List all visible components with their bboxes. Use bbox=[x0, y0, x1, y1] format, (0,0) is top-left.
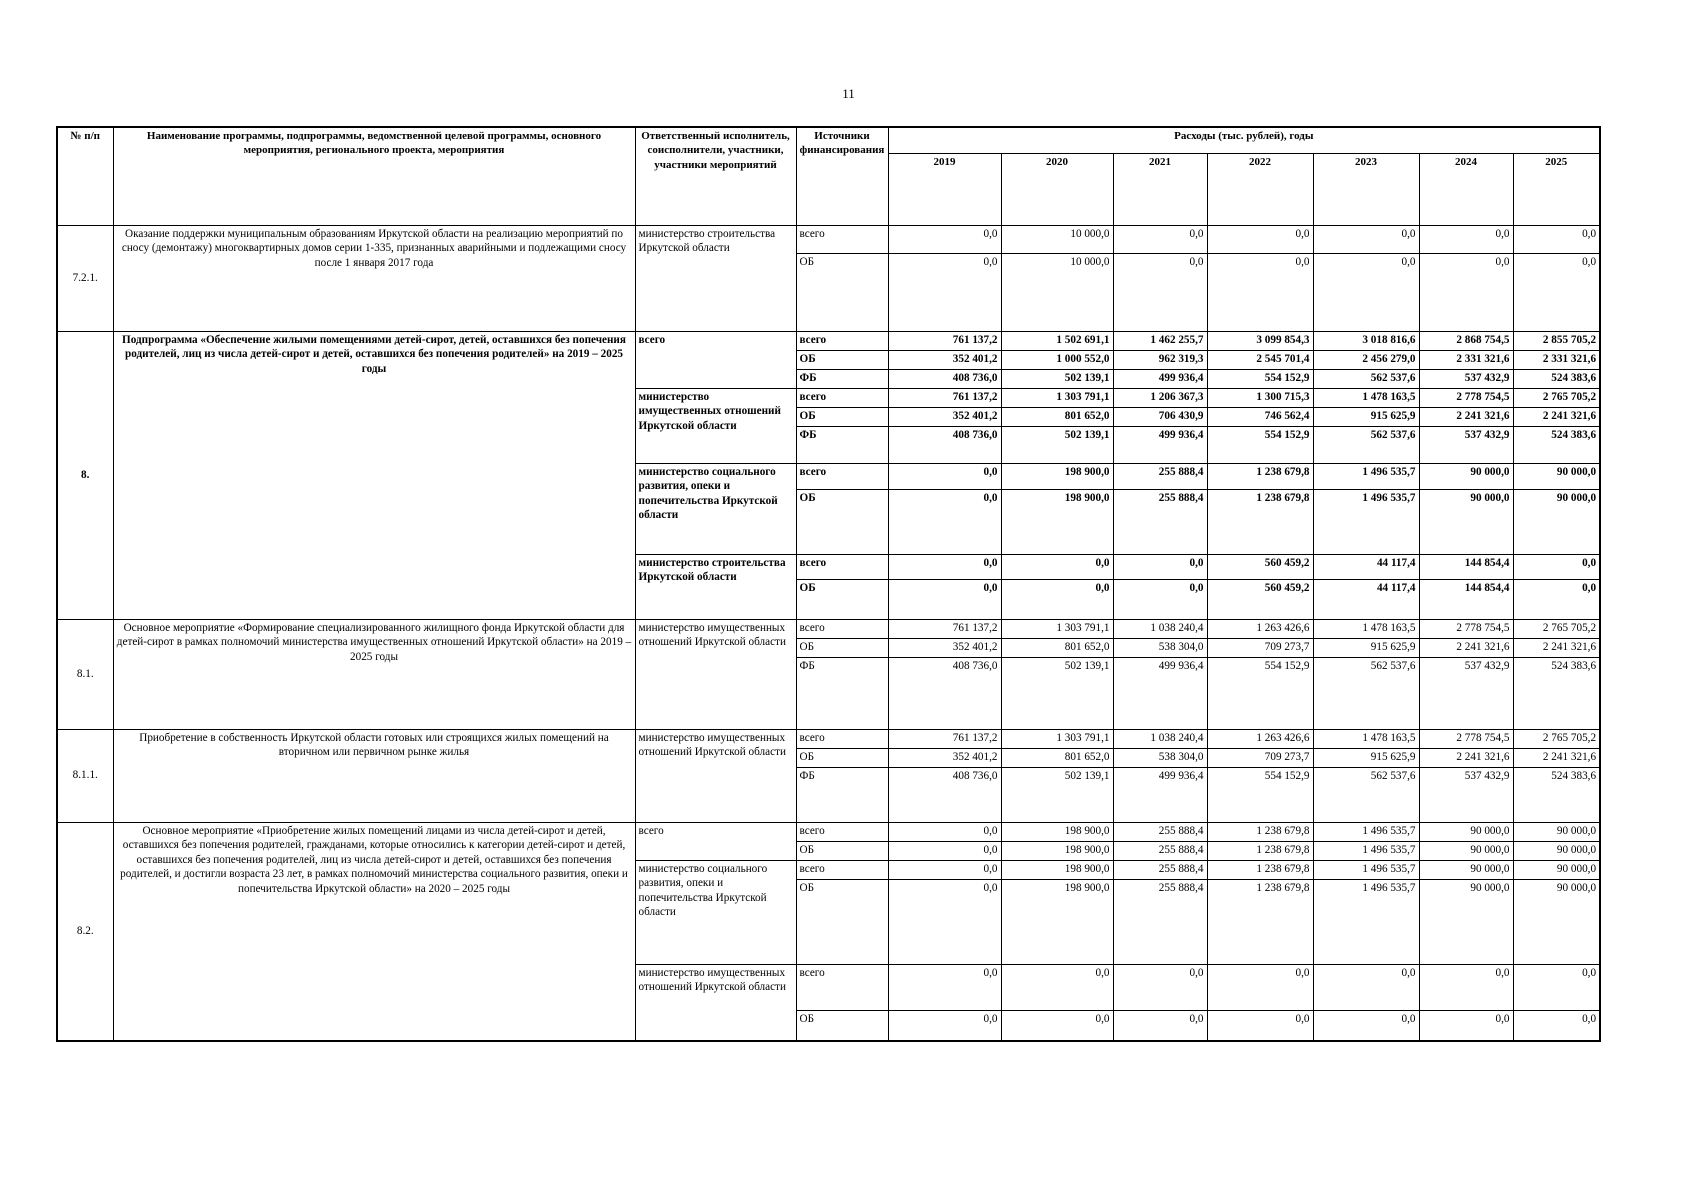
row-number: 8. bbox=[57, 331, 113, 619]
value-cell: 554 152,9 bbox=[1207, 657, 1313, 729]
value-cell: 2 778 754,5 bbox=[1419, 388, 1513, 407]
source-cell: ФБ bbox=[796, 767, 888, 822]
value-cell: 1 496 535,7 bbox=[1313, 489, 1419, 554]
value-cell: 562 537,6 bbox=[1313, 426, 1419, 463]
value-cell: 1 496 535,7 bbox=[1313, 463, 1419, 489]
value-cell: 709 273,7 bbox=[1207, 638, 1313, 657]
value-cell: 0,0 bbox=[1513, 225, 1600, 253]
value-cell: 0,0 bbox=[888, 964, 1001, 1010]
value-cell: 1 462 255,7 bbox=[1113, 331, 1207, 350]
source-cell: ОБ bbox=[796, 879, 888, 964]
source-cell: ФБ bbox=[796, 657, 888, 729]
source-cell: всего bbox=[796, 463, 888, 489]
value-cell: 255 888,4 bbox=[1113, 841, 1207, 860]
table-header bbox=[57, 127, 1600, 225]
value-cell: 761 137,2 bbox=[888, 388, 1001, 407]
value-cell: 0,0 bbox=[1207, 225, 1313, 253]
source-cell: ОБ bbox=[796, 841, 888, 860]
value-cell: 90 000,0 bbox=[1513, 841, 1600, 860]
value-cell: 0,0 bbox=[888, 879, 1001, 964]
value-cell: 90 000,0 bbox=[1513, 860, 1600, 879]
header-name: Наименование программы, подпрограммы, ведомственной целевой программы, основного мероприятия, регионального проекта, мероприятия bbox=[113, 127, 635, 225]
source-cell: всего bbox=[796, 225, 888, 253]
value-cell: 3 099 854,3 bbox=[1207, 331, 1313, 350]
value-cell: 502 139,1 bbox=[1001, 426, 1113, 463]
value-cell: 0,0 bbox=[1001, 1010, 1113, 1041]
source-cell: ОБ bbox=[796, 579, 888, 619]
value-cell: 1 303 791,1 bbox=[1001, 619, 1113, 638]
value-cell: 1 038 240,4 bbox=[1113, 729, 1207, 748]
source-cell: всего bbox=[796, 860, 888, 879]
source-cell: всего bbox=[796, 331, 888, 350]
source-cell: всего bbox=[796, 964, 888, 1010]
value-cell: 0,0 bbox=[1113, 554, 1207, 579]
value-cell: 0,0 bbox=[1313, 1010, 1419, 1041]
value-cell: 255 888,4 bbox=[1113, 879, 1207, 964]
source-cell: всего bbox=[796, 388, 888, 407]
value-cell: 0,0 bbox=[1113, 253, 1207, 331]
value-cell: 537 432,9 bbox=[1419, 369, 1513, 388]
table-row bbox=[57, 331, 1600, 350]
value-cell: 746 562,4 bbox=[1207, 407, 1313, 426]
value-cell: 1 478 163,5 bbox=[1313, 619, 1419, 638]
row-name: Оказание поддержки муниципальным образованиям Иркутской области на реализацию мероприятий по сносу (демонтажу) многоквартирных домов серии 1-335, признанных аварийными и подлежащими сносу после 1 января 2017 года bbox=[113, 225, 635, 331]
value-cell: 761 137,2 bbox=[888, 331, 1001, 350]
value-cell: 2 241 321,6 bbox=[1513, 748, 1600, 767]
value-cell: 537 432,9 bbox=[1419, 657, 1513, 729]
value-cell: 0,0 bbox=[1419, 1010, 1513, 1041]
value-cell: 2 456 279,0 bbox=[1313, 350, 1419, 369]
value-cell: 0,0 bbox=[888, 489, 1001, 554]
value-cell: 0,0 bbox=[888, 860, 1001, 879]
value-cell: 560 459,2 bbox=[1207, 579, 1313, 619]
value-cell: 1 502 691,1 bbox=[1001, 331, 1113, 350]
value-cell: 1 300 715,3 bbox=[1207, 388, 1313, 407]
source-cell: всего bbox=[796, 822, 888, 841]
source-cell: всего bbox=[796, 619, 888, 638]
value-cell: 198 900,0 bbox=[1001, 841, 1113, 860]
source-cell: ОБ bbox=[796, 748, 888, 767]
value-cell: 0,0 bbox=[888, 1010, 1001, 1041]
row-name: Основное мероприятие «Формирование специализированного жилищного фонда Иркутской области для детей-сирот в рамках полномочий министерства имущественных отношений Иркутской области» на 2019 – 2025 годы bbox=[113, 619, 635, 729]
value-cell: 0,0 bbox=[1113, 579, 1207, 619]
value-cell: 0,0 bbox=[1419, 253, 1513, 331]
value-cell: 90 000,0 bbox=[1419, 463, 1513, 489]
value-cell: 198 900,0 bbox=[1001, 860, 1113, 879]
source-cell: ОБ bbox=[796, 489, 888, 554]
value-cell: 90 000,0 bbox=[1419, 822, 1513, 841]
value-cell: 2 331 321,6 bbox=[1513, 350, 1600, 369]
value-cell: 352 401,2 bbox=[888, 638, 1001, 657]
row-number: 8.1. bbox=[57, 619, 113, 729]
value-cell: 524 383,6 bbox=[1513, 426, 1600, 463]
value-cell: 537 432,9 bbox=[1419, 767, 1513, 822]
header-year: 2020 bbox=[1001, 153, 1113, 225]
source-cell: всего bbox=[796, 554, 888, 579]
value-cell: 0,0 bbox=[1001, 579, 1113, 619]
row-name: Приобретение в собственность Иркутской области готовых или строящихся жилых помещений на вторичном или первичном рынке жилья bbox=[113, 729, 635, 822]
header-expenses: Расходы (тыс. рублей), годы bbox=[888, 127, 1600, 153]
row-number: 8.1.1. bbox=[57, 729, 113, 822]
value-cell: 502 139,1 bbox=[1001, 657, 1113, 729]
value-cell: 0,0 bbox=[1513, 1010, 1600, 1041]
value-cell: 0,0 bbox=[1513, 964, 1600, 1010]
value-cell: 0,0 bbox=[888, 225, 1001, 253]
value-cell: 0,0 bbox=[1313, 253, 1419, 331]
value-cell: 198 900,0 bbox=[1001, 463, 1113, 489]
value-cell: 1 238 679,8 bbox=[1207, 860, 1313, 879]
row-executor: всего bbox=[635, 822, 796, 860]
page-number: 11 bbox=[842, 86, 855, 101]
value-cell: 90 000,0 bbox=[1419, 879, 1513, 964]
value-cell: 2 241 321,6 bbox=[1513, 638, 1600, 657]
value-cell: 1 263 426,6 bbox=[1207, 729, 1313, 748]
value-cell: 1 303 791,1 bbox=[1001, 388, 1113, 407]
value-cell: 2 241 321,6 bbox=[1419, 638, 1513, 657]
value-cell: 524 383,6 bbox=[1513, 369, 1600, 388]
value-cell: 915 625,9 bbox=[1313, 407, 1419, 426]
value-cell: 1 496 535,7 bbox=[1313, 822, 1419, 841]
value-cell: 3 018 816,6 bbox=[1313, 331, 1419, 350]
value-cell: 44 117,4 bbox=[1313, 579, 1419, 619]
value-cell: 90 000,0 bbox=[1419, 860, 1513, 879]
table-row bbox=[57, 619, 1600, 638]
value-cell: 0,0 bbox=[888, 253, 1001, 331]
value-cell: 255 888,4 bbox=[1113, 860, 1207, 879]
value-cell: 2 331 321,6 bbox=[1419, 350, 1513, 369]
value-cell: 44 117,4 bbox=[1313, 554, 1419, 579]
value-cell: 352 401,2 bbox=[888, 748, 1001, 767]
value-cell: 0,0 bbox=[1113, 964, 1207, 1010]
value-cell: 408 736,0 bbox=[888, 369, 1001, 388]
value-cell: 538 304,0 bbox=[1113, 638, 1207, 657]
value-cell: 198 900,0 bbox=[1001, 822, 1113, 841]
value-cell: 915 625,9 bbox=[1313, 748, 1419, 767]
value-cell: 1 496 535,7 bbox=[1313, 860, 1419, 879]
value-cell: 0,0 bbox=[888, 822, 1001, 841]
value-cell: 499 936,4 bbox=[1113, 369, 1207, 388]
value-cell: 706 430,9 bbox=[1113, 407, 1207, 426]
value-cell: 144 854,4 bbox=[1419, 554, 1513, 579]
value-cell: 90 000,0 bbox=[1419, 489, 1513, 554]
source-cell: ФБ bbox=[796, 426, 888, 463]
value-cell: 801 652,0 bbox=[1001, 748, 1113, 767]
value-cell: 761 137,2 bbox=[888, 619, 1001, 638]
row-executor: всего bbox=[635, 331, 796, 388]
row-number: 8.2. bbox=[57, 822, 113, 1041]
row-executor: министерство имущественных отношений Иркутской области bbox=[635, 964, 796, 1041]
budget-table bbox=[56, 126, 1601, 1042]
value-cell: 0,0 bbox=[888, 554, 1001, 579]
value-cell: 761 137,2 bbox=[888, 729, 1001, 748]
value-cell: 144 854,4 bbox=[1419, 579, 1513, 619]
value-cell: 0,0 bbox=[1113, 1010, 1207, 1041]
value-cell: 538 304,0 bbox=[1113, 748, 1207, 767]
value-cell: 1 206 367,3 bbox=[1113, 388, 1207, 407]
header-year: 2019 bbox=[888, 153, 1001, 225]
value-cell: 2 855 705,2 bbox=[1513, 331, 1600, 350]
value-cell: 1 238 679,8 bbox=[1207, 841, 1313, 860]
table-row bbox=[57, 822, 1600, 841]
value-cell: 255 888,4 bbox=[1113, 489, 1207, 554]
value-cell: 198 900,0 bbox=[1001, 489, 1113, 554]
value-cell: 502 139,1 bbox=[1001, 369, 1113, 388]
value-cell: 1 238 679,8 bbox=[1207, 879, 1313, 964]
source-cell: ФБ bbox=[796, 369, 888, 388]
value-cell: 0,0 bbox=[1001, 964, 1113, 1010]
value-cell: 255 888,4 bbox=[1113, 822, 1207, 841]
value-cell: 499 936,4 bbox=[1113, 426, 1207, 463]
value-cell: 801 652,0 bbox=[1001, 407, 1113, 426]
value-cell: 90 000,0 bbox=[1419, 841, 1513, 860]
source-cell: ОБ bbox=[796, 253, 888, 331]
value-cell: 1 478 163,5 bbox=[1313, 388, 1419, 407]
header-executor: Ответственный исполнитель, соисполнители, участники, участники мероприятий bbox=[635, 127, 796, 225]
value-cell: 10 000,0 bbox=[1001, 253, 1113, 331]
header-year: 2022 bbox=[1207, 153, 1313, 225]
value-cell: 1 478 163,5 bbox=[1313, 729, 1419, 748]
value-cell: 524 383,6 bbox=[1513, 767, 1600, 822]
value-cell: 0,0 bbox=[888, 463, 1001, 489]
value-cell: 1 496 535,7 bbox=[1313, 879, 1419, 964]
value-cell: 0,0 bbox=[1513, 253, 1600, 331]
value-cell: 524 383,6 bbox=[1513, 657, 1600, 729]
value-cell: 0,0 bbox=[1313, 225, 1419, 253]
value-cell: 90 000,0 bbox=[1513, 489, 1600, 554]
value-cell: 502 139,1 bbox=[1001, 767, 1113, 822]
value-cell: 2 868 754,5 bbox=[1419, 331, 1513, 350]
value-cell: 0,0 bbox=[1513, 554, 1600, 579]
value-cell: 0,0 bbox=[1207, 253, 1313, 331]
value-cell: 562 537,6 bbox=[1313, 369, 1419, 388]
value-cell: 554 152,9 bbox=[1207, 767, 1313, 822]
table-row bbox=[57, 729, 1600, 748]
value-cell: 408 736,0 bbox=[888, 657, 1001, 729]
value-cell: 0,0 bbox=[888, 579, 1001, 619]
value-cell: 90 000,0 bbox=[1513, 822, 1600, 841]
row-executor: министерство имущественных отношений Иркутской области bbox=[635, 729, 796, 822]
value-cell: 554 152,9 bbox=[1207, 369, 1313, 388]
value-cell: 1 238 679,8 bbox=[1207, 489, 1313, 554]
header-year: 2024 bbox=[1419, 153, 1513, 225]
source-cell: ОБ bbox=[796, 638, 888, 657]
value-cell: 562 537,6 bbox=[1313, 657, 1419, 729]
value-cell: 0,0 bbox=[1113, 225, 1207, 253]
value-cell: 499 936,4 bbox=[1113, 657, 1207, 729]
row-number: 7.2.1. bbox=[57, 225, 113, 331]
value-cell: 2 241 321,6 bbox=[1513, 407, 1600, 426]
value-cell: 352 401,2 bbox=[888, 350, 1001, 369]
value-cell: 2 765 705,2 bbox=[1513, 619, 1600, 638]
value-cell: 2 241 321,6 bbox=[1419, 407, 1513, 426]
row-executor: министерство социального развития, опеки и попечительства Иркутской области bbox=[635, 463, 796, 554]
value-cell: 2 545 701,4 bbox=[1207, 350, 1313, 369]
row-executor: министерство имущественных отношений Иркутской области bbox=[635, 619, 796, 729]
source-cell: ОБ bbox=[796, 1010, 888, 1041]
value-cell: 1 303 791,1 bbox=[1001, 729, 1113, 748]
value-cell: 408 736,0 bbox=[888, 767, 1001, 822]
value-cell: 0,0 bbox=[1419, 225, 1513, 253]
value-cell: 1 238 679,8 bbox=[1207, 822, 1313, 841]
value-cell: 709 273,7 bbox=[1207, 748, 1313, 767]
row-executor: министерство строительства Иркутской области bbox=[635, 225, 796, 331]
value-cell: 2 778 754,5 bbox=[1419, 729, 1513, 748]
value-cell: 0,0 bbox=[1207, 1010, 1313, 1041]
value-cell: 0,0 bbox=[1207, 964, 1313, 1010]
value-cell: 10 000,0 bbox=[1001, 225, 1113, 253]
value-cell: 1 038 240,4 bbox=[1113, 619, 1207, 638]
value-cell: 0,0 bbox=[1001, 554, 1113, 579]
header-year: 2023 bbox=[1313, 153, 1419, 225]
value-cell: 90 000,0 bbox=[1513, 879, 1600, 964]
value-cell: 2 241 321,6 bbox=[1419, 748, 1513, 767]
value-cell: 90 000,0 bbox=[1513, 463, 1600, 489]
row-name: Основное мероприятие «Приобретение жилых помещений лицами из числа детей-сирот и детей, оставшихся без попечения родителей, гражданами, которые относились к категории детей-сирот и детей, оставшихся без попечения родителей, лиц из числа детей-сирот и детей, оставшихся без попечения родителей, и достигли возраста 23 лет, в рамках полномочий министерства социального развития, опеки и попечительства Иркутской области» на 2020 – 2025 годы bbox=[113, 822, 635, 1041]
value-cell: 198 900,0 bbox=[1001, 879, 1113, 964]
row-executor: министерство социального развития, опеки и попечительства Иркутской области bbox=[635, 860, 796, 964]
value-cell: 1 000 552,0 bbox=[1001, 350, 1113, 369]
value-cell: 0,0 bbox=[1419, 964, 1513, 1010]
source-cell: ОБ bbox=[796, 407, 888, 426]
header-source: Источники финансирования bbox=[796, 127, 888, 225]
source-cell: всего bbox=[796, 729, 888, 748]
value-cell: 560 459,2 bbox=[1207, 554, 1313, 579]
value-cell: 499 936,4 bbox=[1113, 767, 1207, 822]
value-cell: 0,0 bbox=[1513, 579, 1600, 619]
header-year: 2025 bbox=[1513, 153, 1600, 225]
table-row bbox=[57, 225, 1600, 253]
value-cell: 408 736,0 bbox=[888, 426, 1001, 463]
value-cell: 562 537,6 bbox=[1313, 767, 1419, 822]
value-cell: 255 888,4 bbox=[1113, 463, 1207, 489]
value-cell: 0,0 bbox=[1313, 964, 1419, 1010]
header-year: 2021 bbox=[1113, 153, 1207, 225]
value-cell: 1 263 426,6 bbox=[1207, 619, 1313, 638]
header-num: № п/п bbox=[57, 127, 113, 225]
row-executor: министерство строительства Иркутской области bbox=[635, 554, 796, 619]
source-cell: ОБ bbox=[796, 350, 888, 369]
value-cell: 2 765 705,2 bbox=[1513, 729, 1600, 748]
value-cell: 537 432,9 bbox=[1419, 426, 1513, 463]
value-cell: 0,0 bbox=[888, 841, 1001, 860]
value-cell: 915 625,9 bbox=[1313, 638, 1419, 657]
value-cell: 1 496 535,7 bbox=[1313, 841, 1419, 860]
value-cell: 962 319,3 bbox=[1113, 350, 1207, 369]
row-executor: министерство имущественных отношений Иркутской области bbox=[635, 388, 796, 463]
row-name: Подпрограмма «Обеспечение жилыми помещениями детей-сирот, детей, оставшихся без попечения родителей, лиц из числа детей-сирот и детей, оставшихся без попечения родителей» на 2019 – 2025 годы bbox=[113, 331, 635, 619]
value-cell: 2 765 705,2 bbox=[1513, 388, 1600, 407]
value-cell: 352 401,2 bbox=[888, 407, 1001, 426]
value-cell: 2 778 754,5 bbox=[1419, 619, 1513, 638]
value-cell: 554 152,9 bbox=[1207, 426, 1313, 463]
value-cell: 801 652,0 bbox=[1001, 638, 1113, 657]
value-cell: 1 238 679,8 bbox=[1207, 463, 1313, 489]
